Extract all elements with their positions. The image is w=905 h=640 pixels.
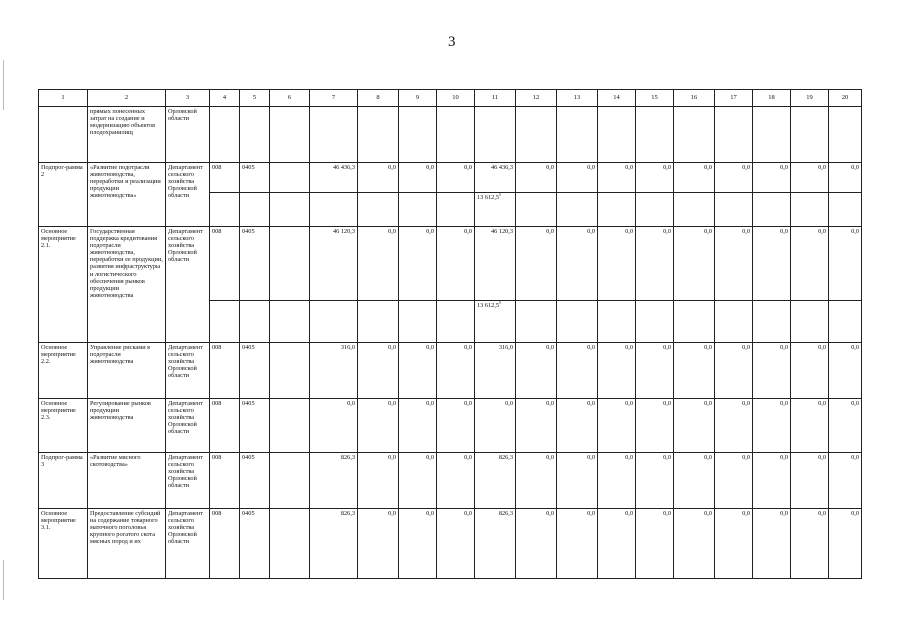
table-cell: 826,3 [475, 453, 516, 509]
table-cell: 0,0 [557, 399, 598, 453]
table-cell: 0,0 [310, 399, 358, 453]
table-cell: 0,0 [674, 163, 715, 193]
table-cell: 0405 [240, 399, 270, 453]
table-cell: 0,0 [358, 163, 399, 193]
table-cell [270, 399, 310, 453]
table-cell: «Развитие подотрасли животноводства, переработки и реализации продукции животноводства» [88, 163, 166, 227]
table-cell [636, 193, 674, 227]
table-cell [753, 107, 791, 163]
table-cell: 0,0 [358, 343, 399, 399]
scan-edge-mark [3, 60, 4, 110]
table-cell: Департамент сельского хозяйства Орловской области [166, 509, 210, 579]
table-cell: 0,0 [399, 399, 437, 453]
table-cell: 0405 [240, 343, 270, 399]
table-cell [39, 107, 88, 163]
table-cell: 0,0 [636, 509, 674, 579]
table-cell: Департамент сельского хозяйства Орловской области [166, 453, 210, 509]
column-header: 19 [791, 90, 829, 107]
table-cell: Департамент сельского хозяйства Орловской области [166, 399, 210, 453]
table-cell [399, 107, 437, 163]
table-cell: 0,0 [516, 343, 557, 399]
table-cell: 0,0 [557, 227, 598, 301]
table-cell: 0,0 [715, 509, 753, 579]
table-cell: 0,0 [399, 509, 437, 579]
table-cell [310, 193, 358, 227]
table-cell [270, 343, 310, 399]
column-header: 5 [240, 90, 270, 107]
column-header: 18 [753, 90, 791, 107]
table-cell: 0,0 [598, 509, 636, 579]
table-cell: Подпрог-рамма 2 [39, 163, 88, 227]
table-cell: 0,0 [598, 163, 636, 193]
table-cell: 46 436,3 [475, 163, 516, 193]
table-cell: 0,0 [399, 163, 437, 193]
table-cell: Регулирование рынков продукции животноводства [88, 399, 166, 453]
table-cell [437, 193, 475, 227]
table-cell: 0,0 [399, 227, 437, 301]
table-cell: 0,0 [753, 509, 791, 579]
table-cell: Орловской области [166, 107, 210, 163]
table-cell [358, 193, 399, 227]
table-cell: 0,0 [598, 343, 636, 399]
table-cell: 0,0 [829, 343, 862, 399]
table-row [39, 163, 862, 193]
table-cell: 0,0 [557, 453, 598, 509]
table-cell [829, 193, 862, 227]
table-cell [310, 301, 358, 343]
table-cell: 0,0 [358, 227, 399, 301]
table-cell: 0,0 [636, 453, 674, 509]
table-cell: 316,0 [310, 343, 358, 399]
table-cell: 0,0 [516, 227, 557, 301]
table-cell: 0,0 [358, 399, 399, 453]
budget-table [38, 89, 862, 579]
table-cell: Основное мероприятие 2.2. [39, 343, 88, 399]
table-cell: 0,0 [753, 399, 791, 453]
table-cell [270, 163, 310, 193]
table-cell [437, 107, 475, 163]
table-cell: 0,0 [598, 453, 636, 509]
table-cell: 0,0 [791, 399, 829, 453]
table-cell [516, 301, 557, 343]
table-cell [829, 107, 862, 163]
table-cell [715, 107, 753, 163]
table-cell: Предоставление субсидий на содержание товарного маточного поголовья крупного рогатого скота мясных пород и их [88, 509, 166, 579]
table-cell [829, 301, 862, 343]
subsidy-value: 13 612,5 [477, 302, 500, 309]
table-cell: 0,0 [715, 163, 753, 193]
table-cell [791, 301, 829, 343]
scan-edge-mark [3, 560, 4, 600]
table-cell: 008 [210, 509, 240, 579]
column-header: 9 [399, 90, 437, 107]
table-cell [715, 193, 753, 227]
table-cell [598, 107, 636, 163]
table-cell [270, 227, 310, 301]
column-header: 1 [39, 90, 88, 107]
table-cell: 0,0 [753, 227, 791, 301]
column-header: 12 [516, 90, 557, 107]
table-cell: Основное мероприятие 3.1. [39, 509, 88, 579]
table-cell: 0,0 [557, 509, 598, 579]
table-cell [715, 301, 753, 343]
table-cell: 0,0 [598, 227, 636, 301]
table-cell: 826,3 [475, 509, 516, 579]
table-cell: 008 [210, 343, 240, 399]
table-cell [557, 193, 598, 227]
column-header: 13 [557, 90, 598, 107]
table-cell: 0,0 [636, 343, 674, 399]
table-cell [210, 301, 240, 343]
table-cell [753, 193, 791, 227]
table-cell [516, 193, 557, 227]
table-cell: 0,0 [636, 399, 674, 453]
column-header: 8 [358, 90, 399, 107]
table-row [39, 343, 862, 399]
column-header: 16 [674, 90, 715, 107]
table-cell [791, 193, 829, 227]
table-cell: 0,0 [358, 453, 399, 509]
table-cell: 0,0 [829, 509, 862, 579]
table-cell: 0,0 [715, 343, 753, 399]
table-cell [475, 193, 516, 227]
table-cell [270, 509, 310, 579]
column-header: 2 [88, 90, 166, 107]
table-cell: 46 120,3 [475, 227, 516, 301]
table-cell [210, 193, 240, 227]
table-cell: 0405 [240, 227, 270, 301]
table-cell: 0,0 [791, 509, 829, 579]
table-cell [270, 453, 310, 509]
table-cell [636, 301, 674, 343]
table-cell: 0,0 [636, 227, 674, 301]
table-cell [210, 107, 240, 163]
column-header: 14 [598, 90, 636, 107]
table-cell: 0,0 [829, 163, 862, 193]
table-cell [674, 301, 715, 343]
table-row [39, 399, 862, 453]
table-cell: 0,0 [598, 399, 636, 453]
column-header: 7 [310, 90, 358, 107]
table-cell [358, 301, 399, 343]
column-header: 15 [636, 90, 674, 107]
table-cell: 0,0 [557, 163, 598, 193]
page-number: 3 [448, 34, 456, 50]
table-cell [557, 301, 598, 343]
table-cell: 0,0 [715, 399, 753, 453]
table-cell [636, 107, 674, 163]
table-cell [240, 107, 270, 163]
table-cell: 46 120,3 [310, 227, 358, 301]
table-cell: 0405 [240, 163, 270, 193]
table-cell: Департамент сельского хозяйства Орловской области [166, 163, 210, 227]
table-cell: 826,3 [310, 453, 358, 509]
table-cell: 0,0 [636, 163, 674, 193]
table-cell: 0,0 [791, 343, 829, 399]
table-cell: 0,0 [674, 399, 715, 453]
table-cell: 0,0 [437, 453, 475, 509]
table-cell: Управление рисками в подотрасли животноводства [88, 343, 166, 399]
table-cell: 008 [210, 163, 240, 193]
table-cell: Департамент сельского хозяйства Орловской области [166, 343, 210, 399]
table-cell [270, 107, 310, 163]
table-cell: 316,0 [475, 343, 516, 399]
table-cell: 0,0 [791, 453, 829, 509]
table-cell: 0,0 [715, 227, 753, 301]
column-header: 10 [437, 90, 475, 107]
table-cell [270, 301, 310, 343]
table-cell [557, 107, 598, 163]
table-cell: Департамент сельского хозяйства Орловской области [166, 227, 210, 343]
footnote-mark: 5 [499, 192, 502, 197]
table-cell: Государственная поддержка кредитования подотрасли животноводства, переработки ее продукции, развития инфраструктуры и логистического обеспечения рынков продукции животноводства [88, 227, 166, 343]
table-cell: Подпрог-рамма 3 [39, 453, 88, 509]
table-cell: Основное мероприятие 2.3. [39, 399, 88, 453]
column-header: 3 [166, 90, 210, 107]
footnote-mark: 5 [499, 300, 502, 305]
table-cell: 0,0 [674, 227, 715, 301]
table-cell: 0,0 [437, 163, 475, 193]
table-cell [753, 301, 791, 343]
table-cell [240, 301, 270, 343]
table-cell [516, 107, 557, 163]
column-header: 20 [829, 90, 862, 107]
header-row [39, 90, 862, 107]
table-cell: «Развитие мясного скотоводства» [88, 453, 166, 509]
table-cell: 0,0 [791, 163, 829, 193]
table-cell: 0,0 [674, 343, 715, 399]
table-cell: 0,0 [516, 509, 557, 579]
table-row [39, 107, 862, 163]
table-cell: 0,0 [399, 453, 437, 509]
table-cell: 0405 [240, 453, 270, 509]
table-cell: 0,0 [829, 453, 862, 509]
table-cell [437, 301, 475, 343]
table-cell: Основное мероприятие 2.1. [39, 227, 88, 343]
table-cell: 0,0 [674, 509, 715, 579]
table-cell [399, 301, 437, 343]
table-cell: 008 [210, 453, 240, 509]
table-cell: 0,0 [791, 227, 829, 301]
table-cell [475, 107, 516, 163]
table-cell: прямых понесенных затрат на создание и модернизацию объектов плодохранилищ [88, 107, 166, 163]
table-cell [598, 301, 636, 343]
column-header: 17 [715, 90, 753, 107]
table-cell: 0,0 [437, 227, 475, 301]
table-cell: 0,0 [437, 509, 475, 579]
table-row [39, 227, 862, 301]
table-cell [674, 107, 715, 163]
table-cell: 0,0 [516, 399, 557, 453]
table-cell: 0,0 [715, 453, 753, 509]
table-cell: 0,0 [399, 343, 437, 399]
table-cell: 0,0 [516, 453, 557, 509]
table-cell: 826,3 [310, 509, 358, 579]
table-cell [598, 193, 636, 227]
table-cell: 0,0 [437, 399, 475, 453]
table-cell: 008 [210, 399, 240, 453]
table-cell [240, 193, 270, 227]
column-header: 11 [475, 90, 516, 107]
table-cell: 0,0 [753, 343, 791, 399]
table-row [39, 509, 862, 579]
table-cell: 0,0 [358, 509, 399, 579]
table-cell: 0,0 [674, 453, 715, 509]
table-cell: 0,0 [516, 163, 557, 193]
table-cell: 008 [210, 227, 240, 301]
table-cell: 0,0 [437, 343, 475, 399]
table-row [39, 453, 862, 509]
table-cell [358, 107, 399, 163]
subsidy-value: 13 612,5 [477, 194, 500, 201]
table-cell [475, 301, 516, 343]
table-cell: 46 436,3 [310, 163, 358, 193]
column-header: 6 [270, 90, 310, 107]
table-cell [791, 107, 829, 163]
table-cell: 0,0 [557, 343, 598, 399]
table-cell: 0,0 [829, 227, 862, 301]
column-header: 4 [210, 90, 240, 107]
table-cell: 0,0 [753, 163, 791, 193]
table-cell: 0,0 [753, 453, 791, 509]
table-cell [399, 193, 437, 227]
table-cell [674, 193, 715, 227]
table-cell [310, 107, 358, 163]
table-cell: 0,0 [829, 399, 862, 453]
table-cell: 0,0 [475, 399, 516, 453]
table-cell [270, 193, 310, 227]
table-cell: 0405 [240, 509, 270, 579]
